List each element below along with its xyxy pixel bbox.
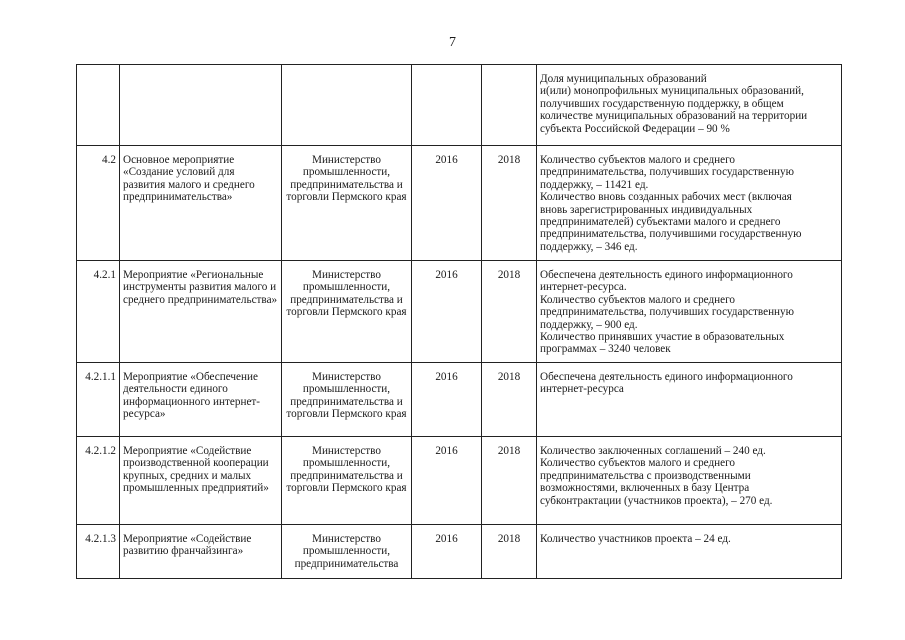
expected-results bbox=[537, 363, 842, 437]
result-line: Количество вновь созданных рабочих мест (включая bbox=[540, 191, 792, 204]
end-year: 2018 bbox=[482, 146, 537, 261]
result-line: предпринимательства, получившими государственную bbox=[540, 228, 802, 241]
result-line: поддержку, – 346 ед. bbox=[540, 240, 638, 253]
result-line: субъекта Российской Федерации – 90 % bbox=[540, 122, 730, 135]
result-line: Количество субъектов малого и среднего bbox=[540, 154, 736, 166]
end-year bbox=[482, 65, 537, 146]
end-year: 2018 bbox=[482, 261, 537, 363]
row-number: 4.2.1.1 bbox=[77, 363, 120, 437]
activity-name bbox=[120, 65, 282, 146]
result-line: Количество принявших участие в образовательных bbox=[540, 331, 785, 344]
result-line: вновь зарегистрированных индивидуальных bbox=[540, 203, 753, 216]
end-year: 2018 bbox=[482, 437, 537, 525]
activity-name: Мероприятие «Содействие производственной кооперации крупных, средних и малых промышленных предприятий» bbox=[120, 437, 282, 525]
result-line: Количество заключенных соглашений – 240 ед. bbox=[540, 445, 766, 457]
executor: Министерство промышленности, предпринимательства и торговли Пермского края bbox=[282, 363, 412, 437]
result-line: интернет-ресурса bbox=[540, 383, 624, 396]
expected-results bbox=[537, 65, 842, 146]
executor: Министерство промышленности, предпринимательства bbox=[282, 525, 412, 579]
result-line: и(или) монопрофильных муниципальных образований, bbox=[540, 85, 804, 98]
row-number: 4.2.1 bbox=[77, 261, 120, 363]
result-line: предпринимательства с производственными bbox=[540, 469, 751, 482]
result-line: Количество участников проекта – 24 ед. bbox=[540, 533, 731, 545]
result-line: субконтрактации (участников проекта), – 270 ед. bbox=[540, 494, 773, 507]
start-year: 2016 bbox=[412, 146, 482, 261]
end-year: 2018 bbox=[482, 363, 537, 437]
table-row bbox=[77, 146, 842, 261]
result-line: получивших государственную поддержку, в общем bbox=[540, 97, 784, 110]
result-line: предпринимательства, получивших государственную bbox=[540, 306, 795, 319]
end-year: 2018 bbox=[482, 525, 537, 579]
table-row bbox=[77, 525, 842, 579]
row-number: 4.2.1.2 bbox=[77, 437, 120, 525]
result-line: Обеспечена деятельность единого информационного bbox=[540, 371, 793, 383]
activity-name: Мероприятие «Региональные инструменты развития малого и среднего предпринимательства» bbox=[120, 261, 282, 363]
start-year: 2016 bbox=[412, 525, 482, 579]
start-year bbox=[412, 65, 482, 146]
row-number: 4.2.1.3 bbox=[77, 525, 120, 579]
result-line: Доля муниципальных образований bbox=[540, 73, 707, 85]
expected-results bbox=[537, 261, 842, 363]
executor: Министерство промышленности, предпринимательства и торговли Пермского края bbox=[282, 261, 412, 363]
executor: Министерство промышленности, предпринимательства и торговли Пермского края bbox=[282, 437, 412, 525]
start-year: 2016 bbox=[412, 437, 482, 525]
page-number: 7 bbox=[449, 35, 456, 50]
row-number: 4.2 bbox=[77, 146, 120, 261]
result-line: возможностями, включенных в базу Центра bbox=[540, 482, 750, 495]
result-line: предпринимательства, получивших государственную bbox=[540, 166, 795, 179]
start-year: 2016 bbox=[412, 261, 482, 363]
result-line: интернет-ресурса. bbox=[540, 281, 627, 294]
result-line: предпринимателей) субъектами малого и среднего bbox=[540, 216, 781, 229]
activity-name: Мероприятие «Содействие развитию франчайзинга» bbox=[120, 525, 282, 579]
result-line: количестве муниципальных образований на территории bbox=[540, 110, 808, 123]
start-year: 2016 bbox=[412, 363, 482, 437]
table-row bbox=[77, 261, 842, 363]
program-table bbox=[76, 64, 842, 579]
result-line: Количество субъектов малого и среднего bbox=[540, 457, 736, 470]
expected-results bbox=[537, 146, 842, 261]
activity-name: Мероприятие «Обеспечение деятельности единого информационного интернет-ресурса» bbox=[120, 363, 282, 437]
result-line: Количество субъектов малого и среднего bbox=[540, 293, 736, 306]
executor: Министерство промышленности, предпринимательства и торговли Пермского края bbox=[282, 146, 412, 261]
result-line: программах – 3240 человек bbox=[540, 343, 671, 356]
expected-results bbox=[537, 437, 842, 525]
executor bbox=[282, 65, 412, 146]
table-row bbox=[77, 65, 842, 146]
activity-name: Основное мероприятие «Создание условий для развития малого и среднего предпринимательства» bbox=[120, 146, 282, 261]
result-line: поддержку, – 11421 ед. bbox=[540, 178, 649, 191]
result-line: Обеспечена деятельность единого информационного bbox=[540, 269, 793, 281]
row-number bbox=[77, 65, 120, 146]
result-line: поддержку, – 900 ед. bbox=[540, 318, 638, 331]
table-row bbox=[77, 363, 842, 437]
expected-results bbox=[537, 525, 842, 579]
table-row bbox=[77, 437, 842, 525]
